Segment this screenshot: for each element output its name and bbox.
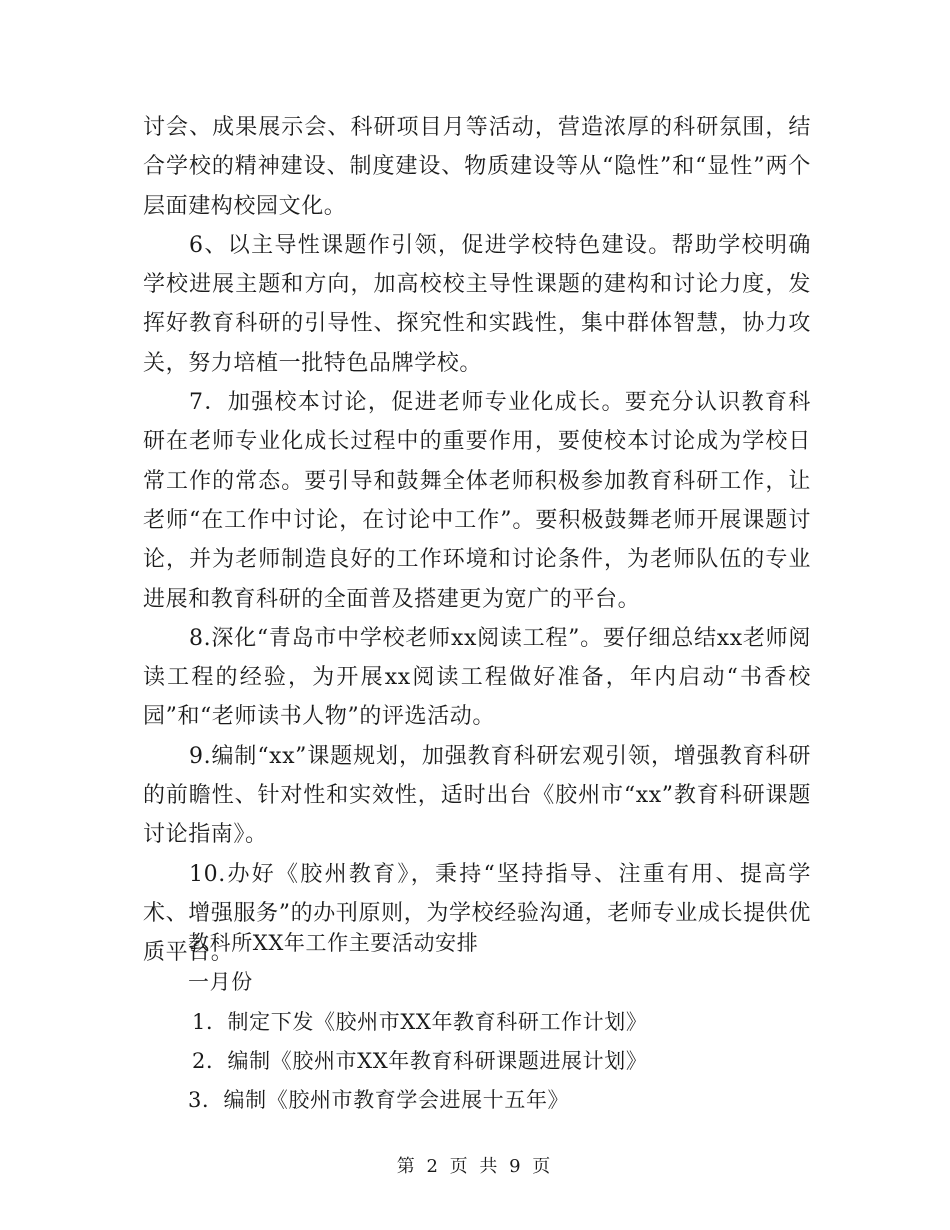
schedule-heading: 教科所XX年工作主要活动安排 <box>188 931 479 955</box>
schedule-month: 一月份 <box>188 970 253 995</box>
schedule-item: 3．编制《胶州市教育学会进展十五年》 <box>188 1088 570 1113</box>
paragraph-item-7: 7．加强校本讨论，促进老师专业化成长。要充分认识教育科研在老师专业化成长过程中的重要作用，要使校本讨论成为学校日常工作的常态。要引导和鼓舞全体老师积极参加教育科研工作，让老师“在工作中讨论，在讨论中工作”。要积极鼓舞老师开展课题讨论，并为老师制造良好的工作环境和讨论条件，为老师队伍的专业进展和教育科研的全面普及搭建更为宽广的平台。 <box>143 390 811 612</box>
schedule-item: 1．制定下发《胶州市XX年教育科研工作计划》 <box>192 1009 648 1034</box>
paragraph-item-8: 8.深化“青岛市中学校老师xx阅读工程”。要仔细总结xx老师阅读工程的经验，为开展xx阅读工程做好准备，年内启动“书香校园”和“老师读书人物”的评选活动。 <box>143 625 811 730</box>
schedule-item: 2．编制《胶州市XX年教育科研课题进展计划》 <box>192 1048 648 1073</box>
paragraph-item-9: 9.编制“xx”课题规划，加强教育科研宏观引领，增强教育科研的前瞻性、针对性和实效性，适时出台《胶州市“xx”教育科研课题讨论指南》。 <box>143 743 811 848</box>
paragraph-item-6: 6、以主导性课题作引领，促进学校特色建设。帮助学校明确学校进展主题和方向，加高校校主导性课题的建构和讨论力度，发挥好教育科研的引导性、探究性和实践性，集中群体智慧，协力攻关，努力培植一批特色品牌学校。 <box>143 232 811 376</box>
page-number-footer: 第 2 页 共 9 页 <box>396 1156 554 1177</box>
paragraph-item-10: 10.办好《胶州教育》，秉持“坚持指导、注重有用、提高学术、增强服务”的办刊原则，为学校经验沟通，老师专业成长提供优质平台。 <box>143 861 811 966</box>
paragraph-continuation: 讨会、成果展示会、科研项目月等活动，营造浓厚的科研氛围，结合学校的精神建设、制度建设、物质建设等从“隐性”和“显性”两个层面建构校园文化。 <box>143 115 811 219</box>
activity-schedule <box>188 924 808 1120</box>
body-text <box>143 108 811 973</box>
